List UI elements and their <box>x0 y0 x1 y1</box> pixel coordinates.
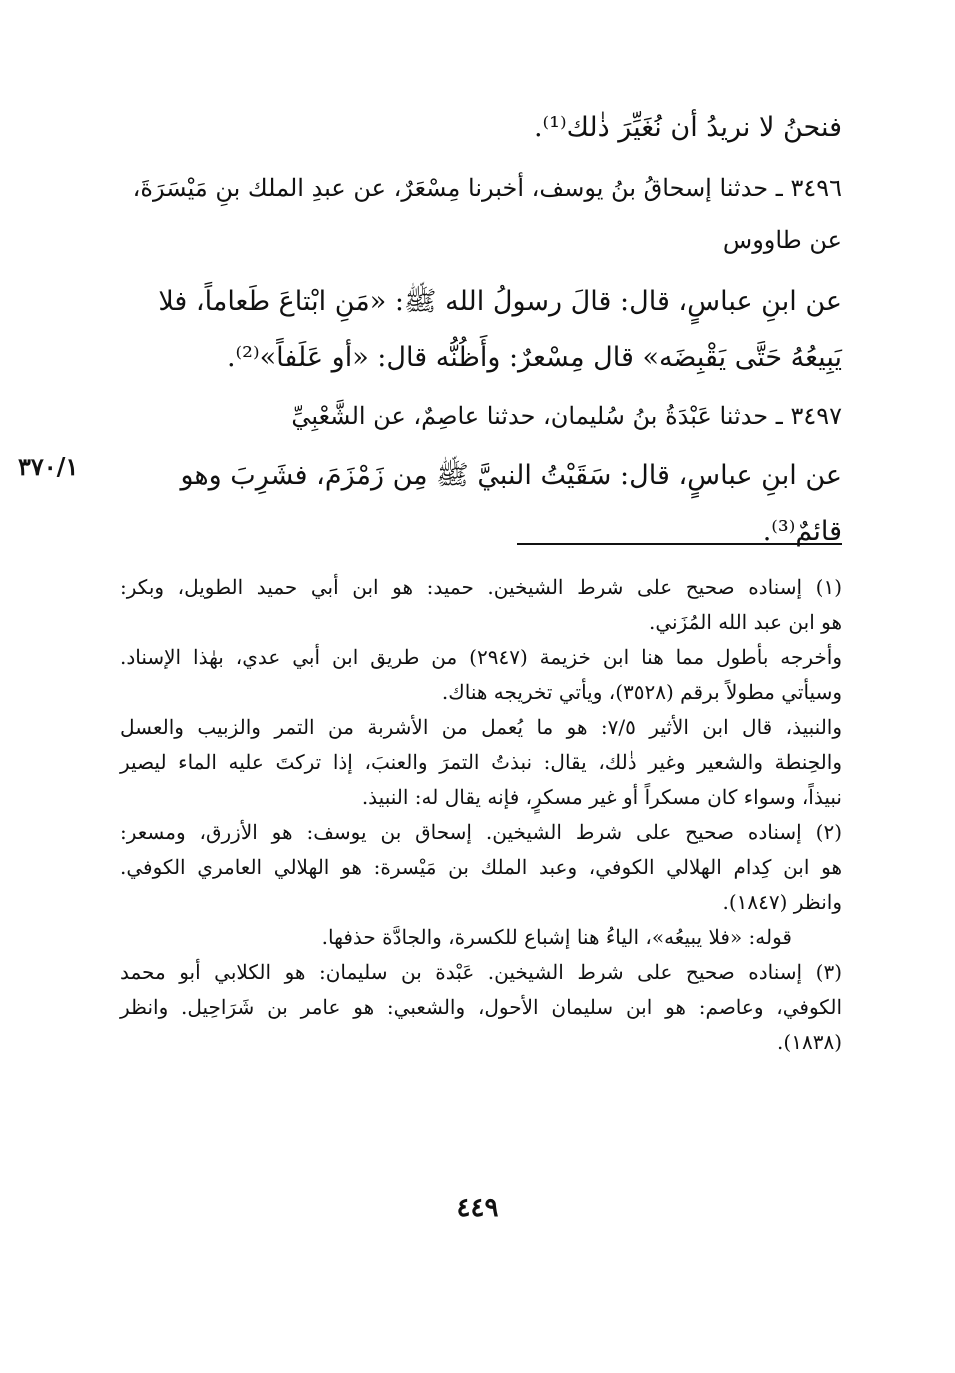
footnote-line: الكوفي، وعاصم: هو ابن سليمان الأحول، والشعبي: هو عامر بن شَرَاحِيل. وانظر <box>120 995 842 1019</box>
footnote-divider <box>517 543 842 545</box>
hadith-3496-chain: ٣٤٩٦ ـ حدثنا إسحاقُ بنُ يوسف، أخبرنا مِسْعَرٌ، عن عبدِ الملك بنِ مَيْسَرَةَ، <box>132 174 842 202</box>
main-text-top <box>120 100 842 560</box>
footnotes <box>120 570 842 1060</box>
hadith-3497-text: عن ابنِ عباسٍ، قال: سَقَيْتُ النبيَّ ﷺ مِن زَمْزَمَ، فشَرِبَ وهو <box>180 460 842 491</box>
footnote-line: هو ابن كِدام الهلالي الكوفي، وعبد الملك بن مَيْسرة: هو الهلالي العامري الكوفي. <box>120 855 842 879</box>
hadith-3496-chain-continued: عن طاووس <box>722 226 842 254</box>
footnote-line: والنبيذ، قال ابن الأثير ٧/٥: هو ما يُعمل من الأشربة من التمر والزبيب والعسل <box>120 715 842 739</box>
footnote-line: وأخرجه بأطول مما هنا ابن خزيمة (٢٩٤٧) من طريق ابن أبي عدي، بهٰذا الإسناد. <box>120 645 842 669</box>
footnote-line: (١٨٣٨). <box>777 1030 842 1054</box>
page-number: ٤٤٩ <box>456 1193 499 1223</box>
hadith-3496-text-continued: يَبِيعُهُ حَتَّى يَقْبِضَه» قال مِسْعرٌ: وأَظُنُّه قال: «أو عَلَفاً»⁽²⁾. <box>226 342 842 373</box>
footnote-line: (١) إسناده صحيح على شرط الشيخين. حميد: هو ابن أبي حميد الطويل، وبكر: <box>120 575 842 599</box>
footnote-line: هو ابن عبد الله المُزَني. <box>649 610 842 634</box>
footnote-line: (٣) إسناده صحيح على شرط الشيخين. عَبْدة بن سليمان: هو الكلابي أبو محمد <box>120 960 842 984</box>
hadith-3496-text: عن ابنِ عباسٍ، قال: قالَ رسولُ الله ﷺ: «مَنِ ابْتاعَ طَعاماً، فلا <box>158 286 842 317</box>
footnote-line: قوله: «فلا يبيعُه»، الياءُ هنا إشباع للكسرة، والجادَّة حذفها. <box>321 925 792 949</box>
main-text-line: فنحنُ لا نريدُ أن نُغَيِّرَ ذٰلك⁽¹⁾. <box>533 112 842 143</box>
footnote-line: وانظر (١٨٤٧). <box>722 890 842 914</box>
footnote-line: وسيأتي مطولاً برقم (٣٥٢٨)، ويأتي تخريجه هناك. <box>441 680 842 704</box>
footnote-line: (٢) إسناده صحيح على شرط الشيخين. إسحاق بن يوسف: هو الأزرق، ومسعر: <box>120 820 842 844</box>
marginal-volume-page-reference: ٣٧٠/١ <box>18 452 79 481</box>
hadith-3497-text-continued: قائمٌ⁽³⁾. <box>762 516 842 547</box>
footnote-line: نبيذاً، وسواء كان مسكراً أو غير مسكرٍ، فإنه يقال له: النبيذ. <box>361 785 842 809</box>
hadith-3497-chain: ٣٤٩٧ ـ حدثنا عَبْدَةُ بنُ سُليمان، حدثنا عاصِمٌ، عن الشَّعْبِيِّ <box>291 402 842 430</box>
footnote-line: والحِنطة والشعير وغير ذٰلك، يقال: نبذتُ التمرَ والعنبَ، إذا تركتَ عليه الماء ليصير <box>120 750 842 774</box>
